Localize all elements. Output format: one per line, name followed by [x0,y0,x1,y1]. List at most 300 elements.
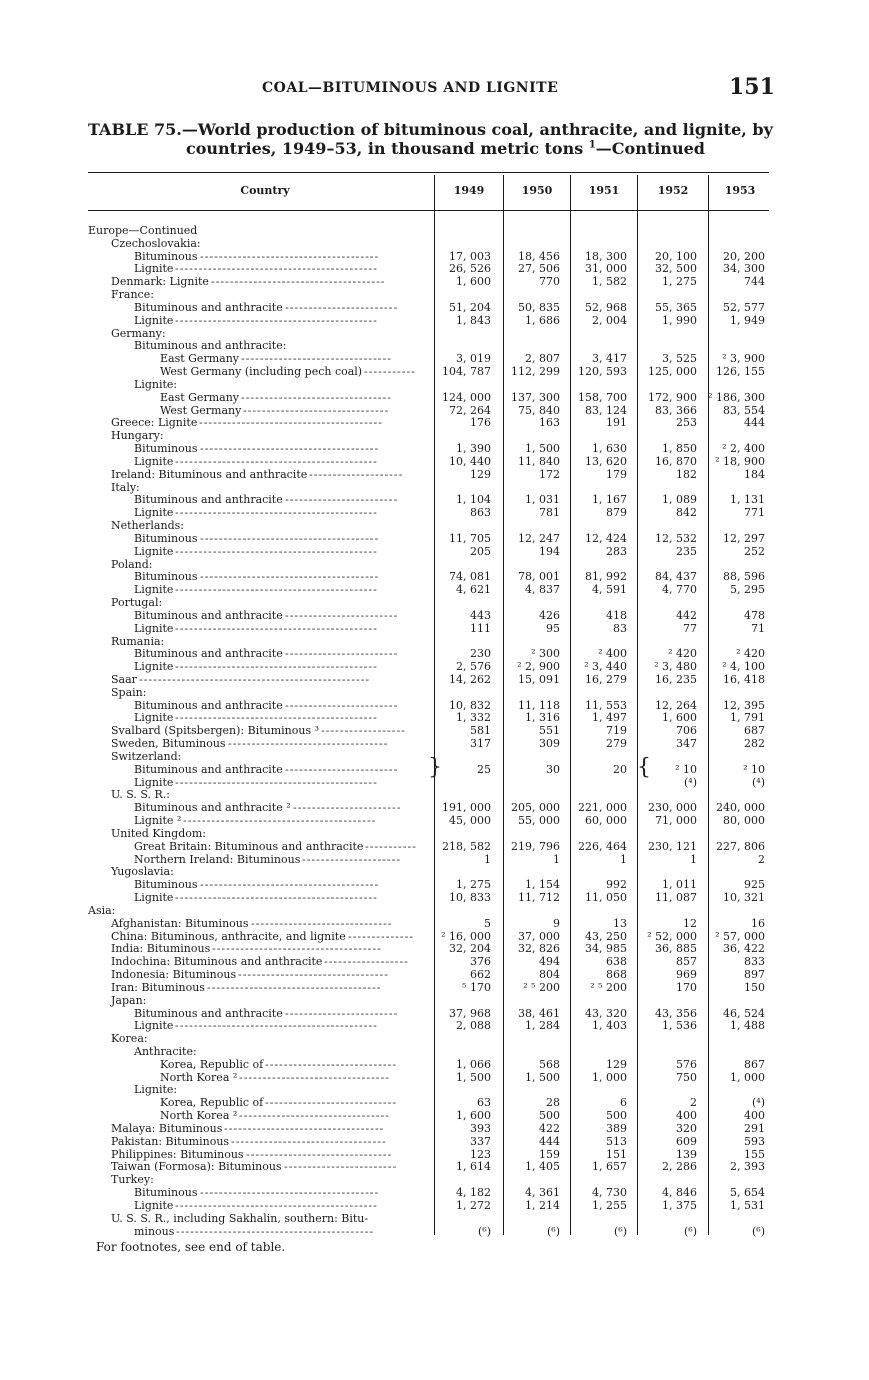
row-label: Iran: Bituminous [111,980,205,994]
table-cell: 5, 654 [730,1186,765,1200]
table-row [0,520,869,533]
table-row [0,982,869,995]
table-cell: 77 [683,621,697,635]
row-label: West Germany (including pech coal) [160,365,363,379]
table-cell: 593 [744,1134,765,1148]
table-cell: 1, 284 [525,1019,560,1033]
table-row [0,328,869,341]
dot-leader: ------------------------------------- [207,981,382,994]
table-cell: 1, 272 [456,1198,491,1212]
table-cell: 125, 000 [648,365,697,379]
table-cell: 83, 366 [655,403,697,417]
table-cell: 88, 596 [723,570,765,584]
table-cell: 34, 985 [585,942,627,956]
table-cell: 4, 621 [456,583,491,597]
table-row [0,674,869,687]
table-cell: 389 [606,1121,627,1135]
table-cell: ² 420 [668,647,697,661]
row-label: Turkey: [111,1173,154,1187]
dot-leader: ------------------------------------------- [175,622,378,635]
table-cell: 283 [606,544,627,558]
table-cell: 55, 365 [655,300,697,314]
row-label: Lignite [134,506,174,520]
table-cell: 1, 500 [525,442,560,456]
row-label: Lignite [134,1019,174,1033]
row-label: Lignite [134,711,174,725]
table-cell: 172 [539,467,560,481]
table-cell: 9 [553,916,560,930]
table-cell: 10, 833 [449,891,491,905]
dot-leader: ------------------------------------------------- [139,673,371,686]
table-row [0,969,869,982]
table-cell: 513 [606,1134,627,1148]
table-cell: 11, 087 [655,891,697,905]
table-cell: 1, 497 [592,711,627,725]
row-label: Korea, Republic of [160,1096,264,1110]
table-cell: 10, 832 [449,698,491,712]
table-cell: 1, 850 [662,442,697,456]
table-cell: ² 3, 480 [654,660,697,674]
table-cell: 205 [470,544,491,558]
table-cell: 28 [546,1096,560,1110]
table-cell: ² ⁵ 200 [523,980,560,994]
table-cell: 1, 949 [730,313,765,327]
row-label: Lignite [134,660,174,674]
dot-leader: -------------------------------- [239,1110,390,1123]
table-cell: 1, 614 [456,1160,491,1174]
table-cell: 71 [751,621,765,635]
table-cell: 4, 591 [592,583,627,597]
table-cell: ² 400 [598,647,627,661]
table-cell: 4, 770 [662,583,697,597]
table-cell: 80, 000 [723,814,765,828]
row-label: Lignite ² [134,814,182,828]
table-cell: 10, 440 [449,454,491,468]
table-cell: 31, 000 [585,262,627,276]
table-cell: 120, 593 [578,365,627,379]
table-cell: 376 [470,955,491,969]
table-cell: 13, 620 [585,454,627,468]
dot-leader: ------------------------------------------ [176,1225,375,1238]
table-cell: ² 300 [531,647,560,661]
table-row [0,828,869,841]
table-cell: 1, 375 [662,1198,697,1212]
bracket: { [637,755,651,780]
table-cell: 43, 356 [655,1006,697,1020]
dot-leader: ------------------------ [285,1007,399,1020]
table-cell: 13 [613,916,627,930]
row-label: Denmark: Lignite [111,275,209,289]
table-cell: 1, 536 [662,1019,697,1033]
table-cell: 230, 121 [648,839,697,853]
row-label: India: Bituminous [111,942,211,956]
table-cell: 1, 000 [592,1070,627,1084]
row-label: Lignite: [134,377,178,391]
dot-leader: ------------------------ [285,609,399,622]
table-row [0,456,869,469]
row-label: Germany: [111,326,166,340]
table-cell: 124, 000 [442,390,491,404]
row-label: Bituminous [134,531,198,545]
table-cell: 230 [470,647,491,661]
row-label: North Korea ² [160,1070,238,1084]
table-cell: 17, 003 [449,249,491,263]
table-cell: 1, 488 [730,1019,765,1033]
table-cell: 2, 088 [456,1019,491,1033]
table-cell: 804 [539,968,560,982]
table-cell: 27, 506 [518,262,560,276]
table-cell: 609 [676,1134,697,1148]
table-cell: 1 [553,852,560,866]
row-label: Bituminous and anthracite [134,698,283,712]
table-cell: ² 2, 400 [722,442,765,456]
table-cell: ² 186, 300 [708,390,765,404]
dot-leader: ------------------------------------------- [175,263,378,276]
table-row [0,1097,869,1110]
table-cell: ² 52, 000 [647,929,697,943]
table-row [0,315,869,328]
row-label: Bituminous and anthracite [134,300,283,314]
table-row [0,841,869,854]
table-cell: 1 [690,852,697,866]
table-cell: 179 [606,467,627,481]
row-label: Korea, Republic of [160,1057,264,1071]
table-cell: 833 [744,955,765,969]
dot-leader: ------------------------------------ [212,943,382,956]
table-cell: 2, 393 [730,1160,765,1174]
table-cell: 60, 000 [585,814,627,828]
table-cell: 226, 464 [578,839,627,853]
table-cell: 170 [676,980,697,994]
table-cell: 172, 900 [648,390,697,404]
table-cell: 581 [470,724,491,738]
dot-leader: ------------------------------------------- [175,314,378,327]
dot-leader: ------------------------------------------- [175,712,378,725]
table-row [0,623,869,636]
row-label: Hungary: [111,429,164,443]
table-cell: 1, 031 [525,493,560,507]
table-cell: 45, 000 [449,814,491,828]
table-cell: 1, 405 [525,1160,560,1174]
dot-leader: -------------- [348,930,415,943]
column-header-1951: 1951 [588,184,620,197]
table-cell: 139 [676,1147,697,1161]
table-cell: 205, 000 [511,801,560,815]
table-row [0,995,869,1008]
table-cell: 150 [744,980,765,994]
table-cell: 494 [539,955,560,969]
table-cell: 36, 422 [723,942,765,956]
row-label: Indonesia: Bituminous [111,968,237,982]
row-label: Bituminous and anthracite [134,608,283,622]
table-cell: 863 [470,506,491,520]
table-cell: 1, 011 [662,878,697,892]
dot-leader: ---------------------------------- [224,1122,385,1135]
table-cell: 781 [539,506,560,520]
table-cell: 347 [676,737,697,751]
table-cell: 576 [676,1057,697,1071]
table-row [0,687,869,700]
table-cell: 4, 837 [525,583,560,597]
row-label: Lignite [134,262,174,276]
table-cell: 38, 461 [518,1006,560,1020]
table-cell: (⁶) [547,1224,560,1238]
table-cell: 112, 299 [511,365,560,379]
table-cell: 1, 791 [730,711,765,725]
table-cell: 478 [744,608,765,622]
column-header-1949: 1949 [453,184,485,197]
dot-leader: -------------------------------------- [200,443,380,456]
row-label: Ireland: Bituminous and anthracite [111,467,308,481]
row-label: U. S. S. R.: [111,788,171,802]
table-cell: 194 [539,544,560,558]
table-cell: 551 [539,724,560,738]
table-cell: ² 16, 000 [441,929,491,943]
dot-leader: ------------------------ [285,763,399,776]
table-cell: 1, 600 [456,275,491,289]
table-cell: 442 [676,608,697,622]
row-label: Lignite: [134,1083,178,1097]
dot-leader: ------------------------------------------- [175,892,378,905]
row-label: West Germany [160,403,242,417]
row-label: Pakistan: Bituminous [111,1134,230,1148]
row-label: Spain: [111,685,147,699]
column-header-1953: 1953 [724,184,756,197]
row-label: Great Britain: Bituminous and anthracite [134,839,364,853]
table-cell: 867 [744,1057,765,1071]
row-label: Lignite [134,891,174,905]
table-title-line-1: TABLE 75.—World production of bituminous coal, anthracite, and lignite, by [88,120,773,139]
table-cell: 426 [539,608,560,622]
table-cell: 83 [613,621,627,635]
table-cell: 12, 395 [723,698,765,712]
table-row [0,1136,869,1149]
page-number: 151 [729,74,775,100]
table-cell: 12, 297 [723,531,765,545]
table-cell: 75, 840 [518,403,560,417]
table-top-rule [88,172,769,173]
table-cell: 219, 796 [511,839,560,853]
table-cell: 159 [539,1147,560,1161]
table-cell: 221, 000 [578,801,627,815]
table-cell: 1, 255 [592,1198,627,1212]
table-cell: 868 [606,968,627,982]
table-cell: 400 [744,1109,765,1123]
table-cell: 1, 600 [456,1109,491,1123]
table-cell: 34, 300 [723,262,765,276]
table-cell: 500 [606,1109,627,1123]
table-cell: 1, 500 [456,1070,491,1084]
table-cell: 4, 846 [662,1186,697,1200]
table-row [0,815,869,828]
row-label: Bituminous [134,249,198,263]
dot-leader: ------------------------------- [246,1148,393,1161]
column-header-country: Country [240,184,290,197]
table-cell: 443 [470,608,491,622]
dot-leader: ------------------------ [285,494,399,507]
table-cell: 4, 361 [525,1186,560,1200]
table-cell: 1, 131 [730,493,765,507]
table-cell: 897 [744,968,765,982]
row-label: Yugoslavia: [111,865,174,879]
table-row [0,1123,869,1136]
dot-leader: --------------------- [302,853,402,866]
table-cell: 104, 787 [442,365,491,379]
dot-leader: ------------------------------- [243,404,390,417]
table-cell: (⁴) [752,1096,765,1110]
table-row [0,366,869,379]
table-cell: 770 [539,275,560,289]
table-cell: 1, 403 [592,1019,627,1033]
dot-leader: ---------------------------- [265,1058,398,1071]
row-label: U. S. S. R., including Sakhalin, southern: Bitu- [111,1211,369,1225]
table-cell: 16, 418 [723,672,765,686]
dot-leader: -------------------------------- [239,1071,390,1084]
table-cell: 1, 316 [525,711,560,725]
table-cell: 1, 500 [525,1070,560,1084]
row-label: Bituminous [134,442,198,456]
row-label: United Kingdom: [111,826,207,840]
row-label: Switzerland: [111,749,182,763]
table-row [0,1046,869,1059]
table-cell: 1, 657 [592,1160,627,1174]
table-row [0,392,869,405]
table-cell: ² 10 [675,762,697,776]
table-cell: 15, 091 [518,672,560,686]
table-cell: 37, 968 [449,1006,491,1020]
table-cell: 18, 456 [518,249,560,263]
table-cell: ² 10 [743,762,765,776]
row-label: China: Bituminous, anthracite, and lignite [111,929,346,943]
table-cell: 30 [546,762,560,776]
table-cell: 20, 100 [655,249,697,263]
table-cell: 337 [470,1134,491,1148]
table-cell: ² 3, 440 [584,660,627,674]
dot-leader: ----------------------------------------- [183,815,377,828]
row-label: Philippines: Bituminous [111,1147,244,1161]
dot-leader: ---------------------------------- [228,738,389,751]
table-cell: 55, 000 [518,814,560,828]
row-label: Bituminous and anthracite: [134,339,287,353]
dot-leader: ------------------------ [284,1161,398,1174]
row-label: Rumania: [111,634,165,648]
dot-leader: -------------------- [309,468,404,481]
table-cell: 282 [744,737,765,751]
table-cell: ² 4, 100 [722,660,765,674]
table-cell: 18, 300 [585,249,627,263]
dot-leader: ----------- [364,366,416,379]
table-cell: 1, 275 [456,878,491,892]
table-cell: 50, 835 [518,300,560,314]
table-cell: 842 [676,506,697,520]
row-label: East Germany [160,352,239,366]
table-cell: 182 [676,467,697,481]
row-label: Indochina: Bituminous and anthracite [111,955,323,969]
row-label: Korea: [111,1032,148,1046]
table-cell: 11, 840 [518,454,560,468]
dot-leader: ------------------------ [285,699,399,712]
table-cell: 16, 870 [655,454,697,468]
table-cell: 2, 286 [662,1160,697,1174]
table-cell: 1, 000 [730,1070,765,1084]
table-cell: 719 [606,724,627,738]
row-label: Afghanistan: Bituminous [111,916,249,930]
bracket: } [428,755,442,780]
table-cell: 1, 214 [525,1198,560,1212]
table-cell: 227, 806 [716,839,765,853]
row-label: Lignite [134,1198,174,1212]
table-cell: 1, 089 [662,493,697,507]
row-label: Northern Ireland: Bituminous [134,852,301,866]
table-cell: 14, 262 [449,672,491,686]
table-row [0,1072,869,1085]
table-row [0,1033,869,1046]
footnote-reference: For footnotes, see end of table. [96,1240,286,1254]
table-cell: 252 [744,544,765,558]
table-row [0,533,869,546]
table-row [0,1187,869,1200]
row-label: Bituminous [134,570,198,584]
table-cell: 2, 004 [592,313,627,327]
table-cell: 500 [539,1109,560,1123]
row-label: Lignite [134,313,174,327]
table-cell: (⁴) [684,775,697,789]
table-row [0,379,869,392]
table-cell: 6 [620,1096,627,1110]
table-cell: 71, 000 [655,814,697,828]
table-cell: 123 [470,1147,491,1161]
table-cell: 11, 705 [449,531,491,545]
row-label: Bituminous and anthracite [134,1006,283,1020]
table-cell: ² 3, 900 [722,352,765,366]
table-cell: 163 [539,416,560,430]
table-cell: 235 [676,544,697,558]
table-cell: 3, 019 [456,352,491,366]
row-label: Lignite [134,775,174,789]
table-cell: 1, 686 [525,313,560,327]
table-cell: 4, 730 [592,1186,627,1200]
table-cell: 317 [470,737,491,751]
row-label: Bituminous [134,1186,198,1200]
table-cell: ² 2, 900 [517,660,560,674]
column-header-1950: 1950 [521,184,553,197]
row-label: East Germany [160,390,239,404]
table-cell: ² 18, 900 [715,454,765,468]
table-cell: 879 [606,506,627,520]
table-cell: 662 [470,968,491,982]
table-cell: 5 [484,916,491,930]
table-cell: 78, 001 [518,570,560,584]
table-cell: 2, 576 [456,660,491,674]
row-label: Italy: [111,480,140,494]
table-cell: 1, 066 [456,1057,491,1071]
table-cell: 1, 600 [662,711,697,725]
dot-leader: ----------------------- [293,802,402,815]
row-label: Netherlands: [111,519,184,533]
table-cell: 16, 279 [585,672,627,686]
table-cell: 129 [606,1057,627,1071]
table-cell: 1, 531 [730,1198,765,1212]
table-cell: (⁶) [614,1224,627,1238]
table-cell: 1 [484,852,491,866]
table-cell: 191, 000 [442,801,491,815]
row-label: Lignite [134,544,174,558]
table-cell: 2 [690,1096,697,1110]
table-cell: 218, 582 [442,839,491,853]
table-cell: 191 [606,416,627,430]
table-cell: 137, 300 [511,390,560,404]
table-row [0,918,869,931]
